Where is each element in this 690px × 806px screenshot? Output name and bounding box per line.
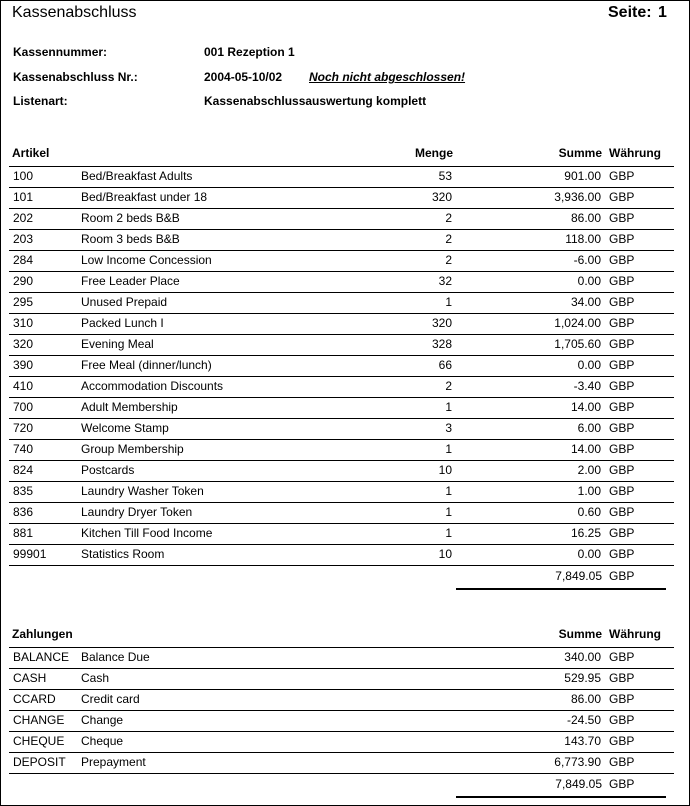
row-sum: -3.40 [573,379,601,393]
row-sum: 143.70 [564,734,601,748]
row-description: Cheque [81,734,124,748]
row-currency: GBP [609,484,635,498]
row-code: 700 [13,400,34,414]
closing-status: Noch nicht abgeschlossen! [309,70,466,84]
row-sum: 2.00 [577,463,601,477]
table-row [9,376,674,397]
row-description: Balance Due [81,650,150,664]
row-currency: GBP [609,650,635,664]
row-sum: 86.00 [570,692,601,706]
table-row [9,689,674,710]
payments-total-currency: GBP [609,777,635,791]
row-description: Free Meal (dinner/lunch) [81,358,212,372]
row-sum: 34.00 [570,295,601,309]
row-code: 284 [13,253,34,267]
row-description: Group Membership [81,442,184,456]
row-code: CHEQUE [13,734,65,748]
row-description: Laundry Washer Token [81,484,204,498]
row-code: 203 [13,232,34,246]
articles-header-article: Artikel [12,146,50,160]
closing-number-label: Kassenabschluss Nr.: [13,70,138,84]
row-currency: GBP [609,316,635,330]
page-number: 1 [658,4,667,21]
row-quantity: 2 [445,253,452,267]
row-description: Prepayment [81,755,146,769]
row-code: DEPOSIT [13,755,66,769]
row-code: 101 [13,190,34,204]
row-sum: 6,773.90 [554,755,601,769]
table-row [9,334,674,355]
table-row [9,166,674,187]
row-description: Adult Membership [81,400,178,414]
row-sum: -6.00 [573,253,601,267]
row-quantity: 66 [438,358,452,372]
row-sum: 118.00 [565,232,601,246]
table-row [9,397,674,418]
row-sum: 6.00 [577,421,601,435]
row-sum: 14.00 [570,442,601,456]
row-quantity: 53 [438,169,452,183]
row-quantity: 10 [438,547,452,561]
row-quantity: 2 [445,379,452,393]
row-currency: GBP [609,190,635,204]
payments-header-currency: Währung [609,627,661,641]
row-code: 410 [13,379,34,393]
register-value: 001 Rezeption 1 [204,45,295,59]
payments-header-payments: Zahlungen [12,627,73,641]
table-row [9,523,674,544]
row-code: 836 [13,505,34,519]
report-title: Kassenabschluss [12,4,137,21]
row-code: 99901 [13,547,47,561]
table-row [9,355,674,376]
row-sum: 529.95 [564,671,601,685]
row-sum: 340.00 [564,650,601,664]
row-quantity: 32 [438,274,452,288]
row-code: CCARD [13,692,56,706]
row-description: Room 3 beds B&B [81,232,180,246]
row-quantity: 10 [438,463,452,477]
row-currency: GBP [609,274,635,288]
row-sum: 16.25 [570,526,601,540]
row-description: Free Leader Place [81,274,180,288]
row-currency: GBP [609,169,635,183]
row-code: CASH [13,671,47,685]
row-quantity: 1 [445,442,452,456]
row-quantity: 320 [431,316,452,330]
row-quantity: 1 [445,526,452,540]
row-code: 320 [13,337,34,351]
table-row [9,439,674,460]
row-code: BALANCE [13,650,70,664]
row-sum: 3,936.00 [554,190,601,204]
table-row [9,229,674,250]
payments-header-sum: Summe [558,627,602,641]
row-description: Laundry Dryer Token [81,505,193,519]
row-quantity: 1 [445,484,452,498]
row-quantity: 2 [445,232,452,246]
row-description: Evening Meal [81,337,154,351]
row-description: Unused Prepaid [81,295,168,309]
row-currency: GBP [609,400,635,414]
row-sum: -24.50 [566,713,601,727]
articles-header-sum: Summe [558,146,602,160]
row-code: 310 [13,316,34,330]
table-row [9,710,674,731]
row-description: Room 2 beds B&B [81,211,180,225]
articles-total-underline [456,588,666,590]
row-code: 295 [13,295,34,309]
row-currency: GBP [609,526,635,540]
table-row [9,313,674,334]
row-description: Postcards [81,463,135,477]
row-sum: 1.00 [577,484,601,498]
row-quantity: 328 [431,337,452,351]
row-code: 740 [13,442,34,456]
row-currency: GBP [609,671,635,685]
table-row [9,752,674,773]
row-code: 100 [13,169,34,183]
row-description: Welcome Stamp [81,421,169,435]
row-quantity: 1 [445,505,452,519]
row-sum: 901.00 [564,169,601,183]
row-sum: 0.00 [577,358,601,372]
row-code: 835 [13,484,34,498]
row-description: Bed/Breakfast Adults [81,169,193,183]
row-sum: 1,705.60 [554,337,601,351]
table-row [9,271,674,292]
row-currency: GBP [609,358,635,372]
row-sum: 0.00 [577,547,601,561]
row-description: Kitchen Till Food Income [81,526,213,540]
row-currency: GBP [609,232,635,246]
row-currency: GBP [609,421,635,435]
row-code: 720 [13,421,34,435]
closing-number-value: 2004-05-10/02 [204,70,283,84]
row-code: 881 [13,526,34,540]
row-currency: GBP [609,463,635,477]
row-code: 202 [13,211,34,225]
row-sum: 86.00 [570,211,601,225]
table-row [9,544,674,565]
row-quantity: 3 [445,421,452,435]
row-sum: 0.00 [577,274,601,288]
articles-total: 7,849.05 [555,569,602,583]
page-label: Seite: [608,4,652,21]
row-currency: GBP [609,713,635,727]
table-row [9,668,674,689]
row-sum: 14.00 [570,400,601,414]
row-description: Change [81,713,124,727]
table-row [9,187,674,208]
row-currency: GBP [609,379,635,393]
row-sum: 0.60 [577,505,601,519]
row-description: Packed Lunch I [81,316,164,330]
table-row [9,250,674,271]
row-quantity: 1 [445,400,452,414]
row-quantity: 2 [445,211,452,225]
list-type-value: Kassenabschlussauswertung komplett [204,94,427,108]
row-currency: GBP [609,734,635,748]
table-row [9,292,674,313]
payments-total: 7,849.05 [555,777,602,791]
table-row [9,731,674,752]
row-sum: 1,024.00 [554,316,601,330]
row-code: CHANGE [13,713,65,727]
table-row [9,208,674,229]
row-currency: GBP [609,505,635,519]
row-currency: GBP [609,442,635,456]
articles-header-quantity: Menge [414,146,453,160]
row-currency: GBP [609,692,635,706]
row-description: Cash [81,671,110,685]
row-currency: GBP [609,547,635,561]
articles-header-currency: Währung [609,146,661,160]
row-code: 824 [13,463,34,477]
row-description: Credit card [81,692,140,706]
table-row [9,418,674,439]
row-quantity: 320 [431,190,452,204]
row-code: 290 [13,274,34,288]
row-currency: GBP [609,211,635,225]
row-description: Low Income Concession [81,253,212,267]
table-row [9,481,674,502]
articles-total-currency: GBP [609,569,635,583]
register-label: Kassennummer: [13,45,108,59]
row-description: Accommodation Discounts [81,379,224,393]
table-row [9,460,674,481]
row-code: 390 [13,358,34,372]
row-description: Bed/Breakfast under 18 [81,190,208,204]
row-description: Statistics Room [81,547,165,561]
row-currency: GBP [609,337,635,351]
row-currency: GBP [609,755,635,769]
row-currency: GBP [609,253,635,267]
articles-table-bottom-rule [9,565,674,566]
payments-table-bottom-rule [9,773,674,774]
list-type-label: Listenart: [13,94,68,108]
row-currency: GBP [609,295,635,309]
row-quantity: 1 [445,295,452,309]
payments-total-underline [456,796,666,798]
table-row [9,502,674,523]
table-row [9,647,674,668]
